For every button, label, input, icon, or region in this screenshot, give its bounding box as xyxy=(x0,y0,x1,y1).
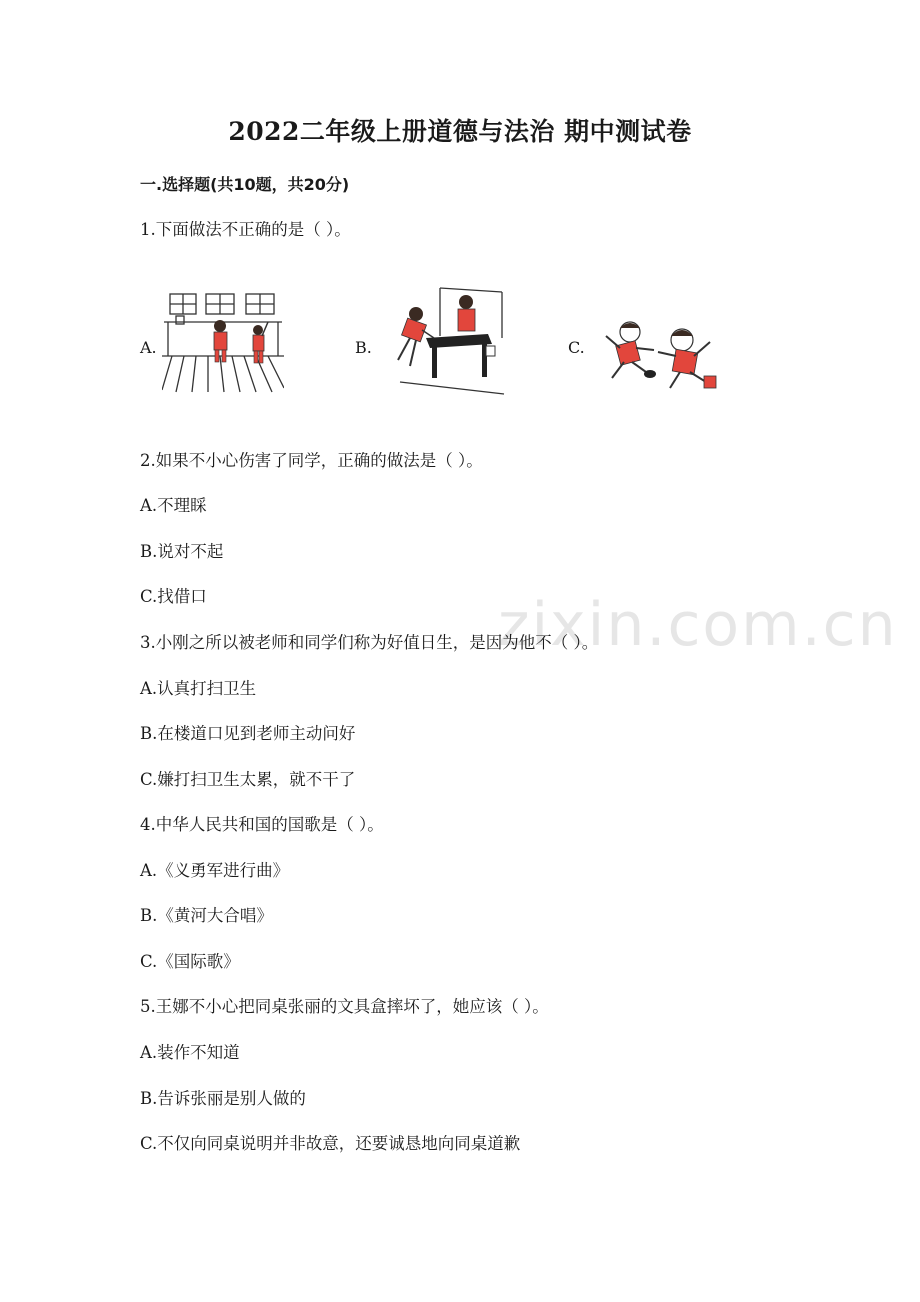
question-5-option-b[interactable]: B.告诉张丽是别人做的 xyxy=(140,1089,306,1108)
question-2-stem: 2.如果不小心伤害了同学，正确的做法是（ ）。 xyxy=(140,451,483,470)
question-3-stem: 3.小刚之所以被老师和同学们称为好值日生，是因为他不（ ）。 xyxy=(140,633,599,652)
question-1-option-b-label[interactable]: B. xyxy=(355,338,372,357)
watermark: zixin.com.cn xyxy=(498,590,898,660)
question-5-option-a[interactable]: A.装作不知道 xyxy=(140,1043,240,1062)
question-1-stem: 1.下面做法不正确的是（ ）。 xyxy=(140,220,351,239)
question-2-option-c[interactable]: C.找借口 xyxy=(140,587,207,606)
question-1-option-c-image[interactable] xyxy=(600,316,724,396)
question-4-stem: 4.中华人民共和国的国歌是（ ）。 xyxy=(140,815,384,834)
question-3-option-c[interactable]: C.嫌打扫卫生太累，就不干了 xyxy=(140,770,356,789)
question-1-option-b-image[interactable] xyxy=(380,286,506,398)
question-1-option-a-label[interactable]: A. xyxy=(140,338,157,357)
question-2-option-a[interactable]: A.不理睬 xyxy=(140,496,207,515)
question-1-option-a-image[interactable] xyxy=(162,292,284,394)
question-5-stem: 5.王娜不小心把同桌张丽的文具盒摔坏了，她应该（ ）。 xyxy=(140,997,549,1016)
question-1-option-c-label[interactable]: C. xyxy=(568,338,585,357)
question-2-option-b[interactable]: B.说对不起 xyxy=(140,542,224,561)
question-5-option-c[interactable]: C.不仅向同桌说明并非故意，还要诚恳地向同桌道歉 xyxy=(140,1134,521,1153)
page-title: 2022二年级上册道德与法治 期中测试卷 xyxy=(228,117,692,146)
question-4-option-b[interactable]: B.《黄河大合唱》 xyxy=(140,906,273,925)
question-3-option-b[interactable]: B.在楼道口见到老师主动问好 xyxy=(140,724,356,743)
question-3-option-a[interactable]: A.认真打扫卫生 xyxy=(140,679,257,698)
question-4-option-c[interactable]: C.《国际歌》 xyxy=(140,952,240,971)
question-4-option-a[interactable]: A.《义勇军进行曲》 xyxy=(140,861,290,880)
section-heading: 一.选择题(共10题，共20分) xyxy=(140,175,350,194)
